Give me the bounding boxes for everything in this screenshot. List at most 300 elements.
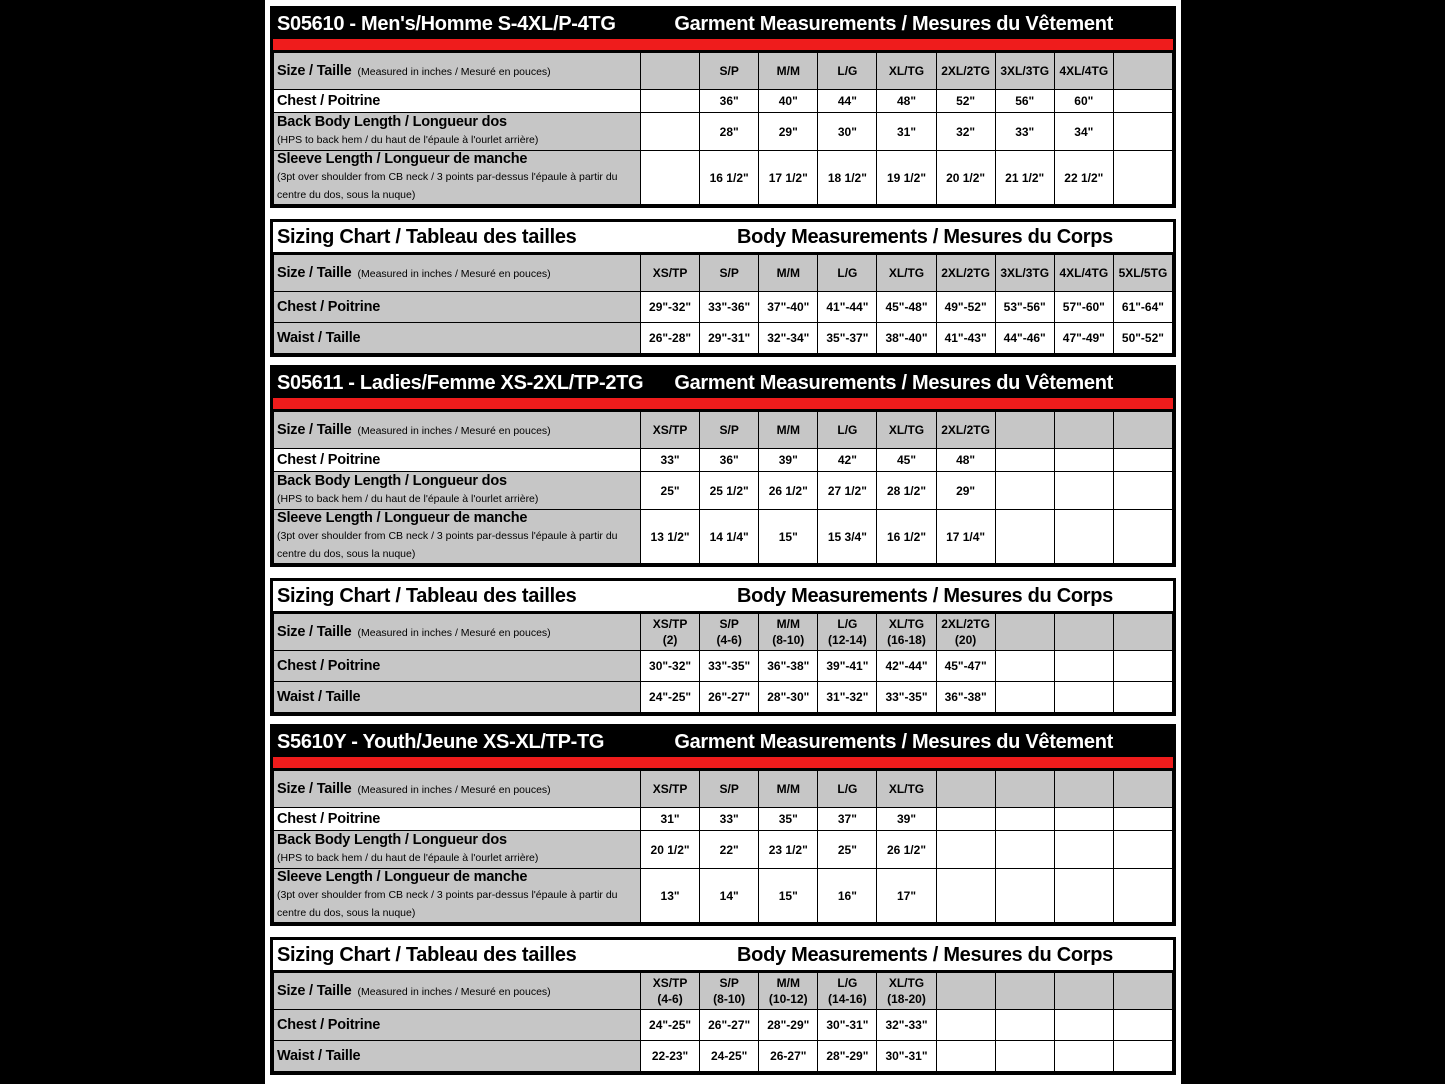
table-row (274, 472, 1173, 510)
body-size-cell (877, 614, 936, 651)
chest-label: Chest / Poitrine (277, 1017, 381, 1033)
body-chest-cell: 33"-36" (700, 292, 759, 323)
size-label: Size / Taille (277, 63, 352, 79)
size-label: Size / Taille (277, 624, 352, 640)
size-note: (Measured in inches / Mesuré en pouces) (357, 268, 551, 280)
size-label: Size / Taille (277, 781, 352, 797)
body-size-cell (818, 614, 877, 651)
body-waist-cell: 36"-38" (936, 682, 995, 713)
row-label (274, 151, 641, 205)
sleeve-length-cell (641, 151, 700, 205)
body-chest-cell: 45"-48" (877, 292, 936, 323)
back-length-cell: 28 1/2" (877, 472, 936, 510)
size-name: XS/TP (652, 617, 688, 631)
size-header-cell (995, 771, 1054, 808)
body-waist-cell: 29"-31" (700, 323, 759, 354)
size-range: (8-10) (713, 992, 746, 1006)
sizing-chart-title: Sizing Chart / Tableau des tailles (277, 584, 577, 607)
garment-header (273, 727, 1173, 757)
body-size-cell (759, 614, 818, 651)
body-waist-cell (1054, 1041, 1113, 1072)
size-name: 5XL/5TG (1118, 266, 1168, 280)
sleeve-length-cell (936, 869, 995, 923)
body-chest-cell: 29"-32" (641, 292, 700, 323)
body-measurements-block (270, 937, 1176, 1075)
body-waist-cell (1113, 1041, 1172, 1072)
chest-cell: 52" (936, 90, 995, 113)
back-length-label: Back Body Length / Longueur dos (277, 473, 507, 489)
size-header-cell (1113, 53, 1172, 90)
back-length-cell: 25 1/2" (700, 472, 759, 510)
size-header-cell: 4XL/4TG (1054, 53, 1113, 90)
red-divider (273, 39, 1173, 52)
garment-measurements-block (270, 6, 1176, 208)
size-header-cell: S/P (700, 771, 759, 808)
body-waist-cell: 47"-49" (1054, 323, 1113, 354)
size-range: (4-6) (716, 633, 742, 647)
chest-cell (1113, 90, 1172, 113)
body-chest-cell (1054, 651, 1113, 682)
size-name: XL/TG (888, 266, 925, 280)
body-waist-cell (995, 682, 1054, 713)
body-chest-cell: 37"-40" (759, 292, 818, 323)
garment-header (273, 9, 1173, 39)
body-chest-cell (995, 651, 1054, 682)
table-row (274, 1041, 1173, 1072)
sleeve-note-line-2: centre du dos, sous la nuque) (277, 548, 416, 560)
size-header-cell: XS/TP (641, 771, 700, 808)
garment-header (273, 368, 1173, 398)
sizing-chart-title: Sizing Chart / Tableau des tailles (277, 943, 577, 966)
sleeve-length-cell: 16 1/2" (700, 151, 759, 205)
body-table (273, 254, 1173, 354)
size-range: (20) (954, 633, 977, 647)
back-length-cell: 29" (759, 113, 818, 151)
sleeve-length-cell (1113, 869, 1172, 923)
garment-measurements-block (270, 365, 1176, 567)
back-length-cell: 20 1/2" (641, 831, 700, 869)
waist-label: Waist / Taille (277, 330, 361, 346)
sleeve-length-cell: 16 1/2" (877, 510, 936, 564)
body-waist-cell: 26"-28" (641, 323, 700, 354)
size-range: (14-16) (828, 992, 867, 1006)
sleeve-length-cell: 17 1/4" (936, 510, 995, 564)
chest-cell: 39" (877, 808, 936, 831)
size-range: (10-12) (768, 992, 808, 1006)
back-length-cell: 32" (936, 113, 995, 151)
back-length-cell: 29" (936, 472, 995, 510)
body-size-cell (641, 614, 700, 651)
body-waist-cell: 26-27" (759, 1041, 818, 1072)
size-header-cell: L/G (818, 771, 877, 808)
size-name: M/M (776, 266, 800, 280)
row-label (274, 771, 641, 808)
sleeve-length-label: Sleeve Length / Longueur de manche (277, 869, 528, 885)
chest-cell (1113, 449, 1172, 472)
body-chest-cell: 39"-41" (818, 651, 877, 682)
chest-cell: 33" (700, 808, 759, 831)
body-waist-cell (936, 1041, 995, 1072)
body-waist-cell: 32"-34" (759, 323, 818, 354)
body-chest-cell: 30"-31" (818, 1010, 877, 1041)
body-chest-cell (995, 1010, 1054, 1041)
size-name: M/M (776, 976, 800, 990)
garment-measurements-block (270, 724, 1176, 926)
body-waist-cell: 22-23" (641, 1041, 700, 1072)
sleeve-note-line-2: centre du dos, sous la nuque) (277, 189, 416, 201)
back-length-label: Back Body Length / Longueur dos (277, 114, 507, 130)
back-length-note: (HPS to back hem / du haut de l'épaule à l'ourlet arrière) (277, 134, 539, 146)
size-name: XS/TP (652, 266, 688, 280)
body-chest-cell (1054, 1010, 1113, 1041)
body-waist-cell: 28"-30" (759, 682, 818, 713)
garment-measurements-title: Garment Measurements / Mesures du Vêtement (674, 730, 1113, 753)
size-header-cell: S/P (700, 412, 759, 449)
size-name: XL/TG (888, 617, 925, 631)
body-chest-cell (1113, 1010, 1172, 1041)
row-label (274, 831, 641, 869)
chest-cell: 42" (818, 449, 877, 472)
back-length-cell (1113, 472, 1172, 510)
row-label (274, 510, 641, 564)
table-row (274, 449, 1173, 472)
product-title: S5610Y - Youth/Jeune XS-XL/TP-TG (277, 730, 605, 753)
body-size-cell (641, 973, 700, 1010)
product-title: S05610 - Men's/Homme S-4XL/P-4TG (277, 12, 616, 35)
row-label (274, 255, 641, 292)
body-size-cell (1054, 255, 1113, 292)
body-size-cell (700, 614, 759, 651)
table-row (274, 292, 1173, 323)
row-label (274, 614, 641, 651)
sleeve-length-cell (995, 869, 1054, 923)
body-waist-cell (1113, 682, 1172, 713)
garment-measurements-title: Garment Measurements / Mesures du Vêtement (674, 12, 1113, 35)
row-label (274, 682, 641, 713)
size-name: L/G (837, 617, 858, 631)
size-note: (Measured in inches / Mesuré en pouces) (357, 784, 551, 796)
back-length-cell: 34" (1054, 113, 1113, 151)
table-row (274, 831, 1173, 869)
body-waist-cell: 24"-25" (641, 682, 700, 713)
garment-measurements-title: Garment Measurements / Mesures du Vêtement (674, 371, 1113, 394)
body-size-cell (995, 255, 1054, 292)
sleeve-length-label: Sleeve Length / Longueur de manche (277, 151, 528, 167)
table-row (274, 614, 1173, 651)
chest-label: Chest / Poitrine (277, 658, 381, 674)
size-name: 3XL/3TG (1000, 266, 1050, 280)
sleeve-length-cell: 20 1/2" (936, 151, 995, 205)
body-waist-cell: 35"-37" (818, 323, 877, 354)
chest-cell: 60" (1054, 90, 1113, 113)
row-label (274, 1041, 641, 1072)
body-size-cell (936, 614, 995, 651)
body-table (273, 972, 1173, 1072)
table-row (274, 113, 1173, 151)
sleeve-length-label: Sleeve Length / Longueur de manche (277, 510, 528, 526)
body-size-cell (936, 973, 995, 1010)
body-waist-cell: 28"-29" (818, 1041, 877, 1072)
back-length-cell: 33" (995, 113, 1054, 151)
garment-table (273, 770, 1173, 923)
row-label (274, 90, 641, 113)
size-note: (Measured in inches / Mesuré en pouces) (357, 66, 551, 78)
body-size-cell (995, 973, 1054, 1010)
size-range: (16-18) (887, 633, 926, 647)
back-length-cell (995, 472, 1054, 510)
body-chest-cell (1113, 651, 1172, 682)
sleeve-length-cell: 21 1/2" (995, 151, 1054, 205)
body-waist-cell: 26"-27" (700, 682, 759, 713)
body-chest-cell: 33"-35" (700, 651, 759, 682)
sleeve-length-cell: 18 1/2" (818, 151, 877, 205)
body-size-cell (1113, 614, 1172, 651)
body-chest-cell: 49"-52" (936, 292, 995, 323)
body-chest-cell: 41"-44" (818, 292, 877, 323)
size-header-cell: L/G (818, 412, 877, 449)
table-row (274, 808, 1173, 831)
sleeve-length-cell (1054, 869, 1113, 923)
sleeve-length-cell (1113, 151, 1172, 205)
size-header-cell: 3XL/3TG (995, 53, 1054, 90)
back-length-cell (1054, 831, 1113, 869)
body-size-cell (818, 255, 877, 292)
table-row (274, 682, 1173, 713)
body-chest-cell (936, 1010, 995, 1041)
body-size-cell (818, 973, 877, 1010)
sleeve-length-cell: 17" (877, 869, 936, 923)
body-waist-cell: 50"-52" (1113, 323, 1172, 354)
body-size-cell (877, 255, 936, 292)
size-name: M/M (776, 617, 800, 631)
body-size-cell (641, 255, 700, 292)
chest-label: Chest / Poitrine (277, 299, 381, 315)
size-range: (4-6) (657, 992, 683, 1006)
red-divider (273, 398, 1173, 411)
body-waist-cell: 30"-31" (877, 1041, 936, 1072)
chest-cell (995, 808, 1054, 831)
body-chest-cell: 24"-25" (641, 1010, 700, 1041)
chest-cell (936, 808, 995, 831)
row-label (274, 323, 641, 354)
product-title: S05611 - Ladies/Femme XS-2XL/TP-2TG (277, 371, 644, 394)
chest-cell (995, 449, 1054, 472)
body-waist-cell (1054, 682, 1113, 713)
size-name: S/P (719, 266, 739, 280)
sleeve-length-cell: 19 1/2" (877, 151, 936, 205)
chest-cell: 40" (759, 90, 818, 113)
row-label (274, 113, 641, 151)
body-measurements-title: Body Measurements / Mesures du Corps (737, 584, 1113, 607)
table-row (274, 90, 1173, 113)
body-waist-cell: 38"-40" (877, 323, 936, 354)
size-header-cell: XL/TG (877, 412, 936, 449)
body-chest-cell: 28"-29" (759, 1010, 818, 1041)
size-header-cell (641, 53, 700, 90)
size-label: Size / Taille (277, 422, 352, 438)
body-size-cell (877, 973, 936, 1010)
sleeve-length-cell: 15" (759, 510, 818, 564)
size-note: (Measured in inches / Mesuré en pouces) (357, 627, 551, 639)
body-header (273, 222, 1173, 254)
body-waist-cell (995, 1041, 1054, 1072)
table-row (274, 412, 1173, 449)
chest-cell (1054, 449, 1113, 472)
size-header-cell: M/M (759, 771, 818, 808)
sleeve-note-line-1: (3pt over shoulder from CB neck / 3 points par-dessus l'épaule à partir du (277, 889, 618, 901)
back-length-cell: 27 1/2" (818, 472, 877, 510)
table-row (274, 771, 1173, 808)
back-length-cell: 25" (818, 831, 877, 869)
sleeve-length-cell (1054, 510, 1113, 564)
size-header-cell: XL/TG (877, 771, 936, 808)
back-length-cell: 23 1/2" (759, 831, 818, 869)
body-waist-cell: 44"-46" (995, 323, 1054, 354)
body-size-cell (1113, 255, 1172, 292)
chest-cell: 36" (700, 449, 759, 472)
table-row (274, 510, 1173, 564)
sleeve-note-line-2: centre du dos, sous la nuque) (277, 907, 416, 919)
body-size-cell (700, 973, 759, 1010)
body-size-cell (1054, 614, 1113, 651)
table-row (274, 255, 1173, 292)
body-waist-cell: 41"-43" (936, 323, 995, 354)
chest-cell: 45" (877, 449, 936, 472)
body-waist-cell: 33"-35" (877, 682, 936, 713)
sleeve-length-cell (995, 510, 1054, 564)
size-name: S/P (719, 617, 739, 631)
red-divider (273, 757, 1173, 770)
chest-label: Chest / Poitrine (277, 811, 381, 827)
sleeve-length-cell (1113, 510, 1172, 564)
size-name: XS/TP (652, 976, 688, 990)
row-label (274, 1010, 641, 1041)
size-range: (2) (662, 633, 678, 647)
body-chest-cell: 53"-56" (995, 292, 1054, 323)
body-chest-cell: 61"-64" (1113, 292, 1172, 323)
back-length-cell (1113, 113, 1172, 151)
size-name: 2XL/2TG (941, 266, 990, 280)
size-header-cell: M/M (759, 53, 818, 90)
body-measurements-title: Body Measurements / Mesures du Corps (737, 225, 1113, 248)
size-header-cell (1054, 412, 1113, 449)
body-header (273, 940, 1173, 972)
back-length-cell (1113, 831, 1172, 869)
body-measurements-title: Body Measurements / Mesures du Corps (737, 943, 1113, 966)
chest-cell: 44" (818, 90, 877, 113)
body-chest-cell: 42"-44" (877, 651, 936, 682)
chest-cell: 35" (759, 808, 818, 831)
sleeve-length-cell: 16" (818, 869, 877, 923)
table-row (274, 651, 1173, 682)
body-size-cell (1054, 973, 1113, 1010)
back-length-cell: 28" (700, 113, 759, 151)
back-length-cell: 30" (818, 113, 877, 151)
body-size-cell (1113, 973, 1172, 1010)
size-note: (Measured in inches / Mesuré en pouces) (357, 986, 551, 998)
chest-cell (1113, 808, 1172, 831)
chest-cell (1054, 808, 1113, 831)
body-chest-cell: 32"-33" (877, 1010, 936, 1041)
back-length-cell: 22" (700, 831, 759, 869)
row-label (274, 412, 641, 449)
back-length-note: (HPS to back hem / du haut de l'épaule à l'ourlet arrière) (277, 852, 539, 864)
chest-label: Chest / Poitrine (277, 452, 381, 468)
body-chest-cell: 26"-27" (700, 1010, 759, 1041)
size-name: L/G (837, 976, 858, 990)
back-length-cell (936, 831, 995, 869)
body-waist-cell: 24-25" (700, 1041, 759, 1072)
size-header-cell (1113, 412, 1172, 449)
back-length-note: (HPS to back hem / du haut de l'épaule à l'ourlet arrière) (277, 493, 539, 505)
body-waist-cell: 31"-32" (818, 682, 877, 713)
table-row (274, 151, 1173, 205)
sleeve-length-cell: 14" (700, 869, 759, 923)
table-row (274, 53, 1173, 90)
size-range: (8-10) (772, 633, 805, 647)
size-name: 2XL/2TG (941, 617, 990, 631)
row-label (274, 472, 641, 510)
chest-cell: 36" (700, 90, 759, 113)
chest-cell: 56" (995, 90, 1054, 113)
back-length-cell (641, 113, 700, 151)
table-row (274, 869, 1173, 923)
size-range: (12-14) (828, 633, 867, 647)
size-header-cell (936, 771, 995, 808)
garment-table (273, 411, 1173, 564)
sleeve-length-cell: 13" (641, 869, 700, 923)
body-chest-cell: 57"-60" (1054, 292, 1113, 323)
size-header-cell: XL/TG (877, 53, 936, 90)
size-name: L/G (837, 266, 858, 280)
size-name: XL/TG (888, 976, 925, 990)
size-label: Size / Taille (277, 983, 352, 999)
row-label (274, 53, 641, 90)
body-size-cell (936, 255, 995, 292)
size-range: (18-20) (887, 992, 926, 1006)
body-chest-cell: 36"-38" (759, 651, 818, 682)
body-measurements-block (270, 578, 1176, 716)
size-header-cell: L/G (818, 53, 877, 90)
size-label: Size / Taille (277, 265, 352, 281)
size-name: S/P (719, 976, 739, 990)
sleeve-length-cell: 15" (759, 869, 818, 923)
body-measurements-block (270, 219, 1176, 357)
chest-cell: 33" (641, 449, 700, 472)
body-chest-cell: 45"-47" (936, 651, 995, 682)
sleeve-length-cell: 15 3/4" (818, 510, 877, 564)
back-length-cell: 25" (641, 472, 700, 510)
table-row (274, 973, 1173, 1010)
chest-label: Chest / Poitrine (277, 93, 381, 109)
waist-label: Waist / Taille (277, 1048, 361, 1064)
body-chest-cell: 30"-32" (641, 651, 700, 682)
size-header-cell (1113, 771, 1172, 808)
size-chart-page (265, 0, 1181, 1084)
back-length-cell (995, 831, 1054, 869)
row-label (274, 973, 641, 1010)
sizing-chart-title: Sizing Chart / Tableau des tailles (277, 225, 577, 248)
back-length-cell: 26 1/2" (877, 831, 936, 869)
row-label (274, 449, 641, 472)
garment-table (273, 52, 1173, 205)
size-header-cell: 2XL/2TG (936, 412, 995, 449)
size-header-cell: XS/TP (641, 412, 700, 449)
chest-cell: 48" (877, 90, 936, 113)
size-name: 4XL/4TG (1059, 266, 1109, 280)
chest-cell (641, 90, 700, 113)
sleeve-note-line-1: (3pt over shoulder from CB neck / 3 points par-dessus l'épaule à partir du (277, 171, 618, 183)
